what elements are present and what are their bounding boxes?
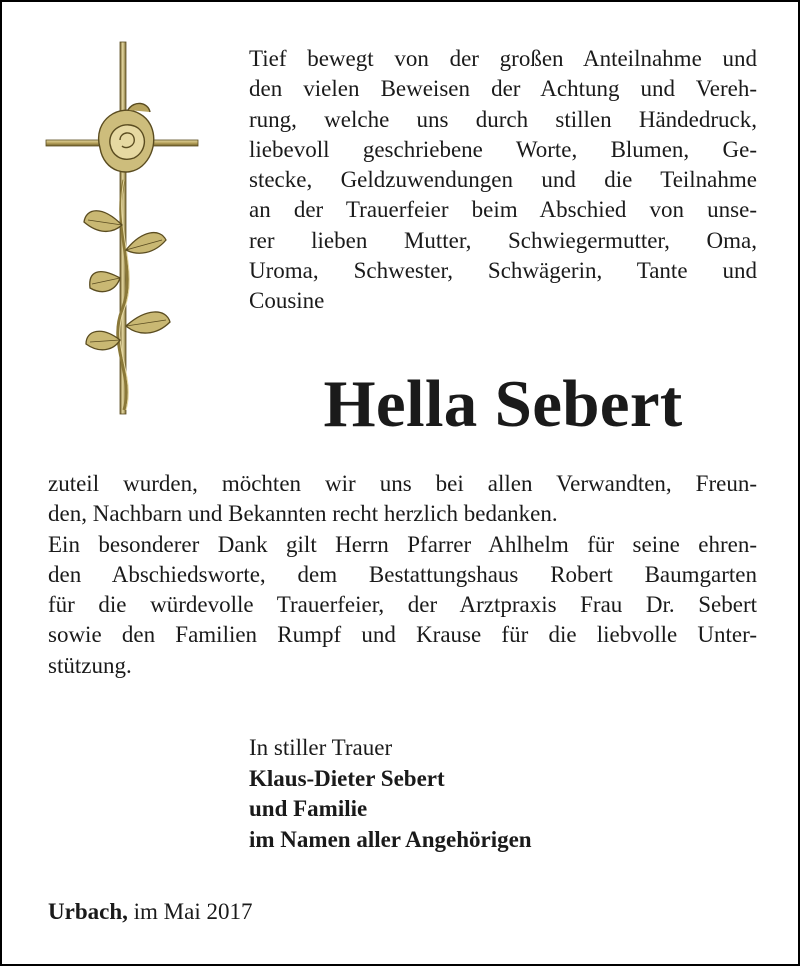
thanks-paragraph — [48, 469, 757, 681]
intro-line: Uroma, Schwester, Schwägerin, Tante und — [249, 258, 757, 284]
body-line: sowie den Familien Rumpf und Krause für die liebvolle Unter- — [48, 622, 757, 648]
signature-relatives: im Namen aller Angehörigen — [249, 826, 532, 852]
body-line: zuteil wurden, möchten wir uns bei allen Verwandten, Freun- — [48, 471, 757, 496]
signature-intro: In stiller Trauer — [249, 735, 393, 760]
cross-with-rose-icon — [42, 40, 202, 420]
signature-name: Klaus-Dieter Sebert — [249, 765, 445, 791]
body-line: den, Nachbarn und Bekannten recht herzlich bedanken. — [48, 501, 558, 527]
signature-block — [249, 733, 729, 855]
intro-line: rung, welche uns durch stillen Händedruck, — [249, 106, 757, 132]
deceased-name: Hella Sebert — [323, 367, 683, 441]
body-line: Ein besonderer Dank gilt Herrn Pfarrer Ahlhelm für seine ehren- — [48, 531, 757, 557]
signature-family: und Familie — [249, 796, 368, 821]
intro-line: Tief bewegt von der großen Anteilnahme und — [249, 46, 757, 71]
body-line: den Abschiedsworte, dem Bestattungshaus Robert Baumgarten — [48, 561, 757, 587]
intro-line: rer lieben Mutter, Schwiegermutter, Oma, — [249, 227, 757, 253]
intro-line: stecke, Geldzuwendungen und die Teilnahme — [249, 167, 757, 193]
intro-paragraph — [249, 44, 757, 317]
intro-line: den vielen Beweisen der Achtung und Vereh- — [249, 76, 757, 102]
intro-line: an der Trauerfeier beim Abschied von unse- — [249, 197, 757, 223]
place-town: Urbach, — [48, 899, 128, 924]
intro-line: liebevoll geschriebene Worte, Blumen, Ge- — [249, 136, 757, 162]
body-line: für die würdevolle Trauerfeier, der Arztpraxis Frau Dr. Sebert — [48, 592, 757, 618]
intro-line: Cousine — [249, 288, 325, 314]
place-date-text: im Mai 2017 — [133, 899, 253, 924]
body-line: stützung. — [48, 652, 132, 678]
place-date — [48, 897, 252, 927]
